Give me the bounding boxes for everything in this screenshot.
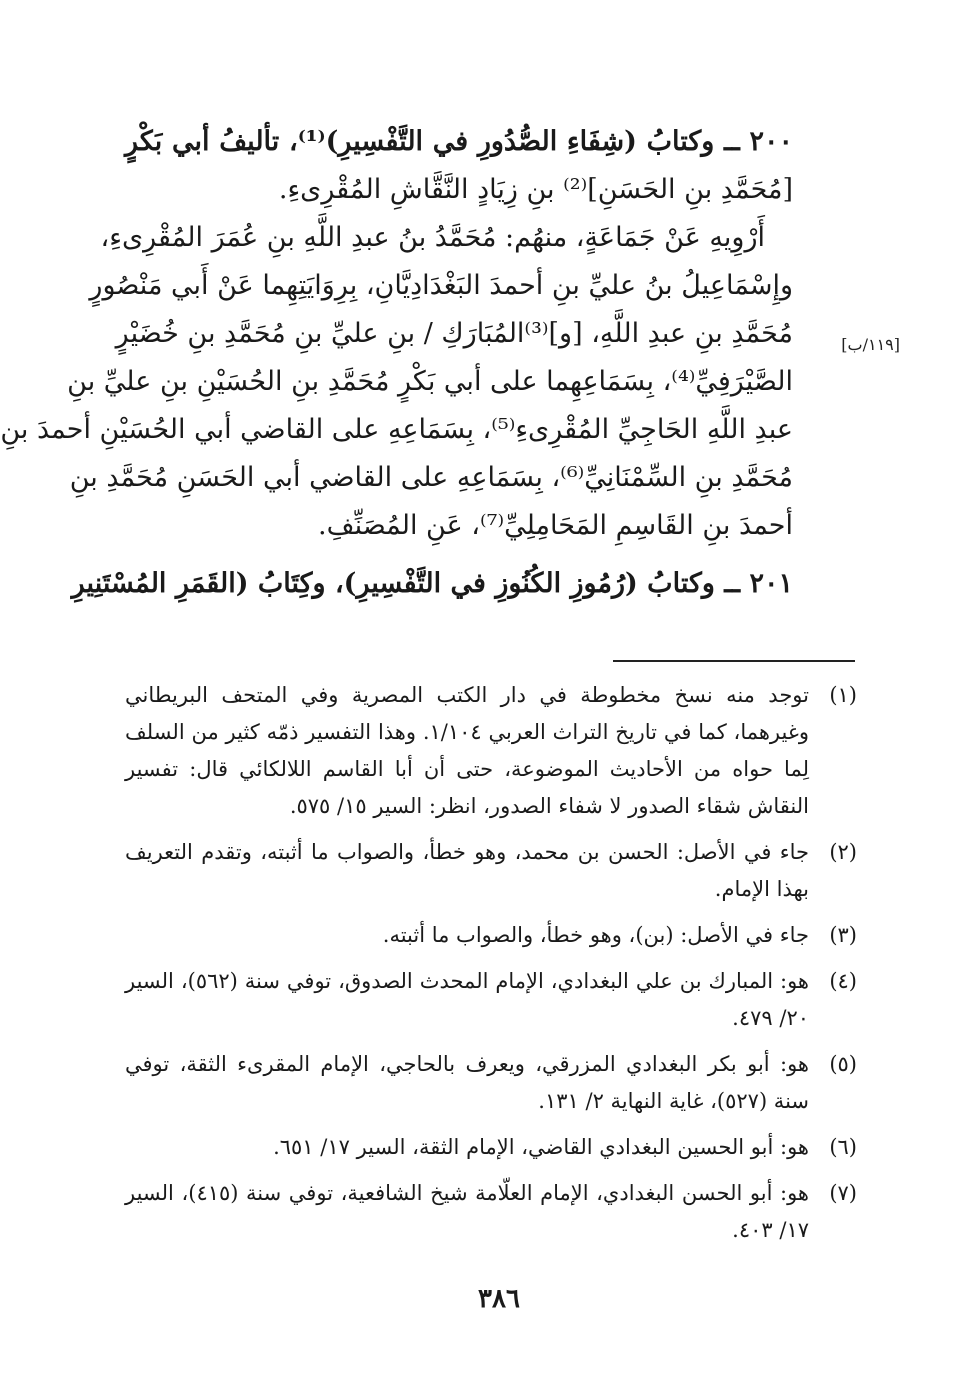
paragraph-gap (125, 550, 793, 560)
chain-line-3: مُحَمَّدِ بنِ عبدِ اللَّهِ، [و]⁽³⁾المُبَارَكِ / بنِ عليِّ بنِ مُحَمَّدِ بنِ خُضَيْرٍ (115, 318, 793, 349)
footnote-text: هو: أبو بكر البغدادي المزرقي، ويعرف بالحاجي، الإمام المقرىء الثقة، توفي سنة (٥٢٧)، غاية النهاية ٢/ ١٣١. (125, 1052, 809, 1113)
chain-line-1: أَرْوِيهِ عَنْ جَمَاعَةٍ، منهُم: مُحَمَّدُ بنُ عبدِ اللَّهِ بنِ عُمَرَ المُقْرِىءِ، (100, 222, 765, 253)
footnote-number: (٥) (829, 1052, 857, 1076)
chain-line-2: وإِسْمَاعِيلُ بنُ عليِّ بنِ أحمدَ البَغْدَادِيَّانِ، بِرِوَايَتِهِما عَنْ أَبي مَنْصُورٍ (89, 270, 793, 301)
footnote-text: هو: أبو الحسن البغدادي، الإمام العلّامة شيخ الشافعية، توفي سنة (٤١٥)، السير ١٧/ ٤٠٣. (125, 1181, 809, 1242)
footnote-number: (٧) (829, 1181, 857, 1205)
footnote-number: (٢) (829, 840, 857, 864)
footnote-5 (125, 1046, 857, 1120)
footnote-number: (٣) (829, 923, 857, 947)
page-number: ٣٨٦ (478, 1284, 520, 1314)
footnote-number: (٤) (829, 969, 857, 993)
footnote-4 (125, 963, 857, 1037)
footnote-number: (٦) (829, 1135, 857, 1159)
footnote-2 (125, 834, 857, 908)
footnote-text: توجد منه نسخ مخطوطة في دار الكتب المصرية وفي المتحف البريطاني وغيرهما، كما في تاريخ التراث العربي ١/١٠٤. وهذا التفسير ذمّه كثير من السلف لِما حواه من الأحاديث الموضوعة، حتى أن أبا القاسم اللالكائي قال: تفسير النقاش شقاء الصدور لا شفاء الصدور، انظر: السير ١٥/ ٥٧٥. (125, 683, 809, 818)
entry-201-title-line: ٢٠١ ــ وكتابُ (رُمُوزِ الكُنُوزِ في التَّفْسِيرِ)، وكِتَابُ (القَمَرِ المُسْتَنِيرِ (71, 568, 793, 599)
footnotes-section (125, 677, 857, 1258)
chain-line-5: عبدِ اللَّهِ الحَاجِيِّ المُقْرِىءِ⁽⁵⁾، بِسَمَاعِهِ على القاضي أبي الحُسَيْنِ أحمدَ بنِ (0, 414, 793, 445)
footnote-text: جاء في الأصل: الحسن بن محمد، وهو خطأ، والصواب ما أثبته، وتقدم التعريف بهذا الإمام. (125, 840, 809, 901)
footnote-1 (125, 677, 857, 825)
chain-line-6: مُحَمَّدِ بنِ السِّمْنَانِيِّ⁽⁶⁾، بِسَمَاعِهِ على القاضي أبي الحَسَنِ مُحَمَّدِ بنِ (69, 462, 793, 493)
footnote-text: هو: المبارك بن علي البغدادي، الإمام المحدث الصدوق، توفي سنة (٥٦٢)، السير ٢٠/ ٤٧٩. (125, 969, 810, 1030)
chain-line-4: الصَّيْرَفِيِّ⁽⁴⁾، بِسَمَاعِهِما على أبي بَكْرٍ مُحَمَّدِ بنِ الحُسَيْنِ بنِ عليِّ بنِ (67, 366, 793, 397)
manuscript-folio-note: [١١٩/ب] (841, 335, 900, 354)
main-text-block (0, 118, 793, 608)
footnote-text: جاء في الأصل: (بن)، وهو خطأ، والصواب ما أثبته. (382, 923, 809, 947)
entry-200-author-line: [مُحَمَّدِ بنِ الحَسَنِ]⁽²⁾ بنِ زِيَادٍ النَّقَّاشِ المُقْرِىءِ. (278, 174, 793, 205)
footnote-6 (125, 1129, 857, 1166)
entry-200-title-line: ٢٠٠ ــ وكتابُ (شِفَاءِ الصُّدُورِ في التَّفْسِيرِ)⁽¹⁾، تأليفُ أبي بَكْرٍ (125, 126, 793, 157)
footnote-text: هو: أبو الحسين البغدادي القاضي، الإمام الثقة، السير ١٧/ ٦٥١. (273, 1135, 809, 1159)
footnote-separator (613, 660, 855, 662)
chain-line-7: أحمدَ بنِ القَاسِمِ المَحَامِلِيِّ⁽⁷⁾، عَنِ المُصَنِّفِ. (318, 510, 793, 541)
footnote-3 (125, 917, 857, 954)
footnote-number: (١) (829, 683, 857, 707)
footnote-7 (125, 1175, 857, 1249)
